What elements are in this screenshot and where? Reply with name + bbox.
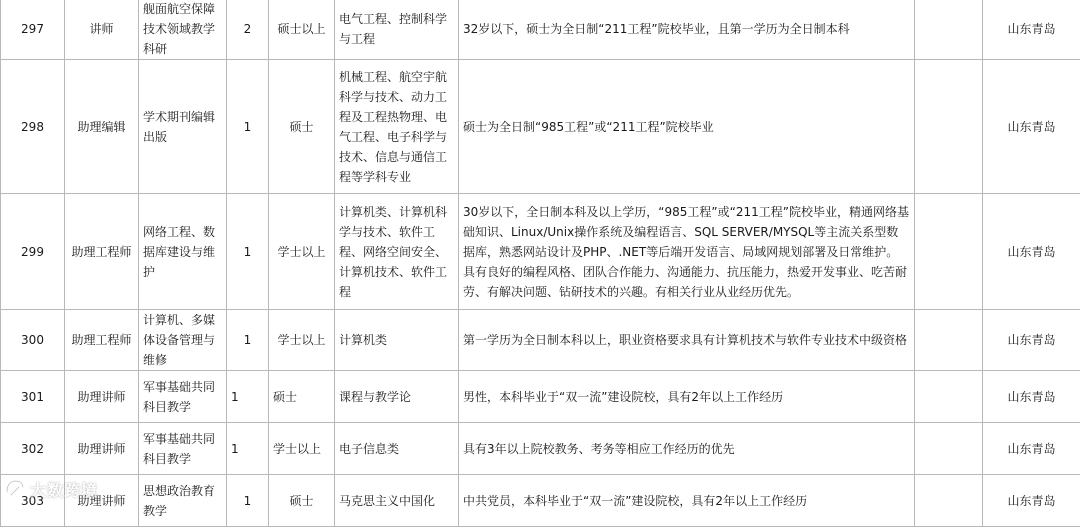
table-row <box>1 194 1080 310</box>
degree-requirement: 学士以上 <box>269 310 335 371</box>
work-location: 山东青岛 <box>983 475 1080 527</box>
position-title: 助理工程师 <box>65 194 139 310</box>
major-requirement: 电子信息类 <box>335 423 459 475</box>
degree-requirement: 学士以上 <box>269 423 335 475</box>
table-row <box>1 423 1080 475</box>
degree-requirement: 硕士以上 <box>269 0 335 60</box>
position-title: 助理讲师 <box>65 475 139 527</box>
hiring-count: 2 <box>227 0 269 60</box>
position-title: 助理编辑 <box>65 60 139 194</box>
other-requirements: 硕士为全日制“985工程”或“211工程”院校毕业 <box>459 60 915 194</box>
work-location: 山东青岛 <box>983 310 1080 371</box>
degree-requirement: 硕士 <box>269 371 335 423</box>
major-requirement: 马克思主义中国化 <box>335 475 459 527</box>
major-requirement: 电气工程、控制科学与工程 <box>335 0 459 60</box>
position-direction: 军事基础共同科目教学 <box>139 371 227 423</box>
other-requirements: 中共党员，本科毕业于“双一流”建设院校，具有2年以上工作经历 <box>459 475 915 527</box>
table-row <box>1 0 1080 60</box>
degree-requirement: 学士以上 <box>269 194 335 310</box>
major-requirement: 课程与教学论 <box>335 371 459 423</box>
degree-requirement: 硕士 <box>269 475 335 527</box>
major-requirement: 计算机类 <box>335 310 459 371</box>
position-title: 讲师 <box>65 0 139 60</box>
other-requirements: 具有3年以上院校教务、考务等相应工作经历的优先 <box>459 423 915 475</box>
major-requirement: 机械工程、航空宇航科学与技术、动力工程及工程热物理、电气工程、电子科学与技术、信息与通信工程等学科专业 <box>335 60 459 194</box>
watermark-text: 大数跨境 <box>30 478 98 501</box>
work-location: 山东青岛 <box>983 0 1080 60</box>
major-requirement: 计算机类、计算机科学与技术、软件工程、网络空间安全、计算机技术、软件工程 <box>335 194 459 310</box>
empty-cell <box>915 310 983 371</box>
work-location: 山东青岛 <box>983 423 1080 475</box>
table-row <box>1 475 1080 527</box>
hiring-count: 1 <box>227 194 269 310</box>
position-direction: 军事基础共同科目教学 <box>139 423 227 475</box>
position-direction: 计算机、多媒体设备管理与维修 <box>139 310 227 371</box>
empty-cell <box>915 371 983 423</box>
empty-cell <box>915 194 983 310</box>
work-location: 山东青岛 <box>983 371 1080 423</box>
position-title: 助理工程师 <box>65 310 139 371</box>
empty-cell <box>915 60 983 194</box>
position-code: 298 <box>1 60 65 194</box>
hiring-count: 1 <box>227 475 269 527</box>
other-requirements: 30岁以下，全日制本科及以上学历，“985工程”或“211工程”院校毕业，精通网络基础知识、Linux/Unix操作系统及编程语言、SQL SERVER/MYSQL等主流关系型数据库，熟悉网站设计及PHP、.NET等后端开发语言、局域网规划部署及日常维护。具有良好的编程风格、团队合作能力、沟通能力、抗压能力，热爱开发事业、吃苦耐劳、有解决问题、钻研技术的兴趣。有相关行业从业经历优先。 <box>459 194 915 310</box>
hiring-count: 1 <box>227 310 269 371</box>
empty-cell <box>915 423 983 475</box>
position-direction: 网络工程、数据库建设与维护 <box>139 194 227 310</box>
position-title: 助理讲师 <box>65 371 139 423</box>
hiring-count: 1 <box>227 60 269 194</box>
position-direction: 思想政治教育教学 <box>139 475 227 527</box>
hiring-count: 1 <box>227 371 269 423</box>
work-location: 山东青岛 <box>983 60 1080 194</box>
position-code: 303 <box>1 475 65 527</box>
position-direction: 学术期刊编辑出版 <box>139 60 227 194</box>
table-row <box>1 371 1080 423</box>
hiring-count: 1 <box>227 423 269 475</box>
degree-requirement: 硕士 <box>269 60 335 194</box>
position-title: 助理讲师 <box>65 423 139 475</box>
other-requirements: 男性，本科毕业于“双一流”建设院校，具有2年以上工作经历 <box>459 371 915 423</box>
empty-cell <box>915 0 983 60</box>
other-requirements: 32岁以下，硕士为全日制“211工程”院校毕业，且第一学历为全日制本科 <box>459 0 915 60</box>
position-direction: 舰面航空保障技术领域教学科研 <box>139 0 227 60</box>
other-requirements: 第一学历为全日制本科以上，职业资格要求具有计算机技术与软件专业技术中级资格 <box>459 310 915 371</box>
position-code: 299 <box>1 194 65 310</box>
position-code: 301 <box>1 371 65 423</box>
position-code: 297 <box>1 0 65 60</box>
table-row <box>1 60 1080 194</box>
empty-cell <box>915 475 983 527</box>
table-row <box>1 310 1080 371</box>
position-code: 302 <box>1 423 65 475</box>
work-location: 山东青岛 <box>983 194 1080 310</box>
position-code: 300 <box>1 310 65 371</box>
